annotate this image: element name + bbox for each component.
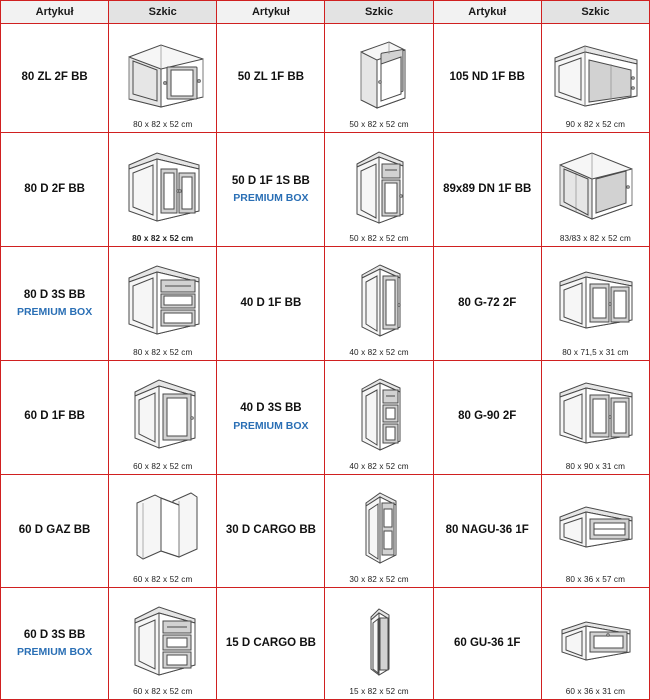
product-name-cell	[1, 133, 109, 247]
product-name-cell	[217, 588, 325, 700]
table-row	[1, 588, 650, 700]
base-gas-open-sketch	[109, 479, 216, 576]
product-name-cell	[433, 588, 541, 700]
product-name: 60 GU-36 1F	[453, 636, 521, 649]
premium-box-label: PREMIUM BOX	[233, 419, 309, 432]
dimension-label: 80 x 36 x 57 cm	[565, 575, 626, 585]
product-sketch-cell	[325, 24, 433, 133]
dimension-label: 80 x 82 x 52 cm	[132, 234, 194, 244]
base-3drawer-mid-sketch	[109, 592, 216, 687]
product-name: 80 D 2F BB	[24, 182, 85, 195]
product-sketch-cell	[541, 474, 649, 588]
dimension-label: 80 x 82 x 52 cm	[133, 120, 193, 130]
product-sketch-cell	[325, 133, 433, 247]
product-name: 15 D CARGO BB	[225, 636, 316, 649]
product-name-cell	[1, 588, 109, 700]
dimension-label: 40 x 82 x 52 cm	[349, 461, 409, 471]
product-name-cell	[217, 24, 325, 133]
product-name: 50 D 1F 1S BB	[231, 174, 310, 187]
product-sketch-cell	[325, 360, 433, 474]
corner-sink-base-sketch	[542, 28, 649, 120]
column-header-szkic-1: Szkic	[109, 1, 217, 24]
product-sketch-cell	[109, 360, 217, 474]
table-body	[1, 24, 650, 700]
table-row	[1, 247, 650, 361]
premium-box-label: PREMIUM BOX	[16, 646, 93, 659]
wall-hood-unit-sketch	[542, 479, 649, 576]
table-row	[1, 474, 650, 588]
corner-diagonal-base-sketch	[542, 137, 649, 234]
product-sketch-cell	[541, 24, 649, 133]
product-name-cell	[217, 360, 325, 474]
product-sketch-cell	[541, 247, 649, 361]
column-header-szkic-2: Szkic	[325, 1, 433, 24]
product-name-cell	[1, 360, 109, 474]
dimension-label: 50 x 82 x 52 cm	[349, 120, 409, 130]
table-row	[1, 133, 650, 247]
product-name: 40 D 3S BB	[240, 402, 302, 415]
column-header-szkic-3: Szkic	[541, 1, 649, 24]
product-sketch-cell	[541, 360, 649, 474]
base-cargo-30-sketch	[325, 479, 432, 576]
product-name: 30 D CARGO BB	[225, 524, 316, 537]
dimension-label: 80 x 82 x 52 cm	[133, 347, 193, 357]
product-name-cell	[433, 24, 541, 133]
product-name-cell	[433, 360, 541, 474]
product-name: 80 G-72 2F	[458, 296, 517, 309]
product-name: 80 D 3S BB	[23, 288, 86, 301]
table-row	[1, 24, 650, 133]
base-3drawer-narrow-sketch	[325, 365, 432, 462]
dimension-label: 40 x 82 x 52 cm	[349, 347, 409, 357]
product-name-cell	[1, 247, 109, 361]
dimension-label: 60 x 82 x 52 cm	[133, 687, 193, 696]
dimension-label: 15 x 82 x 52 cm	[349, 687, 409, 696]
wall-lift-unit-sketch	[542, 592, 649, 687]
column-header-artykul-3: Artykuł	[433, 1, 541, 24]
product-sketch-cell	[109, 247, 217, 361]
dimension-label: 90 x 82 x 52 cm	[565, 120, 626, 130]
dimension-label: 80 x 90 x 31 cm	[565, 461, 626, 471]
product-name-cell	[433, 133, 541, 247]
product-name: 80 ZL 2F BB	[21, 71, 88, 84]
product-sketch-cell	[109, 474, 217, 588]
product-name: 60 D 1F BB	[24, 410, 85, 423]
product-sketch-cell	[325, 588, 433, 700]
column-header-artykul-2: Artykuł	[217, 1, 325, 24]
product-name-cell	[1, 474, 109, 588]
dimension-label: 80 x 71,5 x 31 cm	[562, 347, 629, 357]
product-name-cell	[1, 24, 109, 133]
product-name-cell	[433, 247, 541, 361]
dimension-label: 50 x 82 x 52 cm	[349, 234, 409, 244]
product-name: 50 ZL 1F BB	[237, 71, 305, 84]
premium-box-label: PREMIUM BOX	[16, 306, 93, 319]
base-cargo-15-sketch	[325, 592, 432, 687]
dimension-label: 30 x 82 x 52 cm	[349, 575, 409, 585]
product-sketch-cell	[325, 474, 433, 588]
base-1door-narrow-sketch	[325, 251, 432, 348]
product-name-cell	[433, 474, 541, 588]
base-1door-open-sketch	[325, 28, 432, 120]
dimension-label: 60 x 82 x 52 cm	[133, 575, 193, 585]
table-header	[1, 1, 650, 24]
product-name: 105 ND 1F BB	[449, 71, 525, 84]
product-name: 80 NAGU-36 1F	[445, 524, 529, 537]
wall-2door-tall-sketch	[542, 251, 649, 348]
base-2door-sketch	[109, 137, 216, 234]
product-sketch-cell	[109, 133, 217, 247]
base-1door-wide-sketch	[109, 365, 216, 462]
product-sketch-cell	[541, 133, 649, 247]
product-name-cell	[217, 474, 325, 588]
product-name-cell	[217, 247, 325, 361]
product-name: 60 D 3S BB	[23, 628, 86, 641]
product-sketch-cell	[109, 24, 217, 133]
product-name-cell	[217, 133, 325, 247]
dimension-label: 60 x 36 x 31 cm	[565, 687, 626, 696]
premium-box-label: PREMIUM BOX	[233, 192, 309, 205]
dimension-label: 60 x 82 x 52 cm	[133, 461, 193, 471]
product-sketch-cell	[325, 247, 433, 361]
product-sketch-cell	[109, 588, 217, 700]
dimension-label: 83/83 x 82 x 52 cm	[559, 234, 631, 244]
base-1door-1drawer-sketch	[325, 137, 432, 234]
table-row	[1, 360, 650, 474]
base-3drawer-wide-sketch	[109, 251, 216, 348]
column-header-artykul-1: Artykuł	[1, 1, 109, 24]
product-name: 80 G-90 2F	[458, 410, 517, 423]
wall-2door-xtall-sketch	[542, 365, 649, 462]
product-name: 60 D GAZ BB	[18, 524, 91, 537]
header-row	[1, 1, 650, 24]
product-name: 40 D 1F BB	[240, 296, 302, 309]
product-sketch-cell	[541, 588, 649, 700]
product-name: 89x89 DN 1F BB	[443, 182, 532, 195]
corner-base-2door-sketch	[109, 28, 216, 120]
